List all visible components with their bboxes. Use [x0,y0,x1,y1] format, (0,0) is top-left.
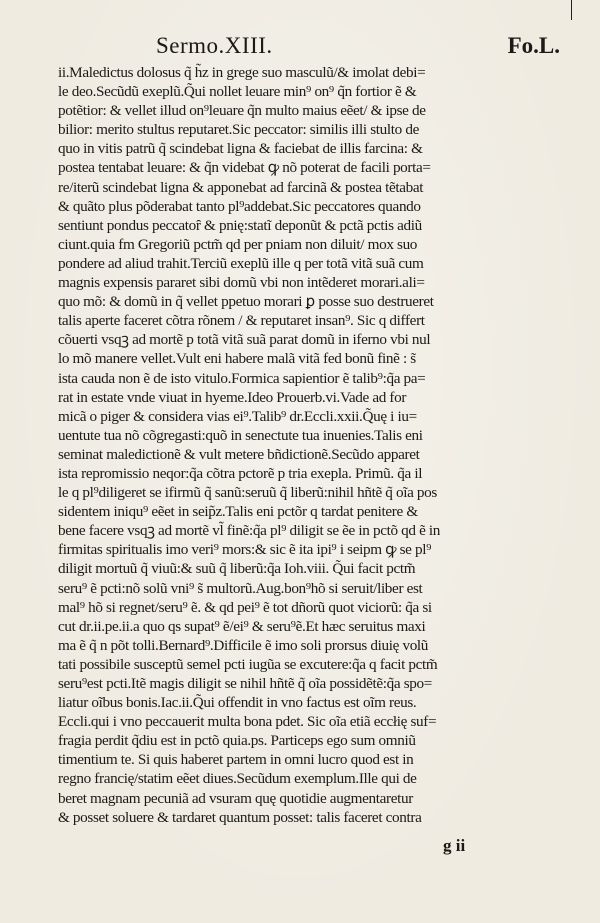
text-line: regno francię/statim eẽet diues.Secũdum exemplum.Ille qui de [58,770,417,788]
text-line: seru⁹est pcti.Itẽ magis diligit se nihil hñtẽ q̃ oĩa possidẽtẽ:q̃a spo= [58,675,432,692]
text-line: postea tentabat leuare: & q̃n videbat ꝙ nõ poterat de facili porta= [58,159,431,177]
signature-mark: g ii [443,836,466,855]
folio-number: Fo.L. [507,33,560,58]
text-line: bilior: merito stultus reputaret.Sic peccator: similis illi stulto de [58,121,419,139]
body-text [58,63,508,827]
text-line: seru⁹ ẽ pcti:nõ solũ vni⁹ s̃ multorũ.Aug.bon⁹hõ si seruit/liber est [58,579,423,597]
text-line: talis aperte faceret cõtra rõnem / & reputaret insan⁹. Sic q differt [58,312,425,330]
text-line: magnis expensis pararet sibi domũ vbi non intẽderet morari.ali= [58,274,425,292]
text-line: timentium te. Si quis haberet partem in omni lucro quod est in [58,751,414,769]
text-line: tati possibile susceptũ semel pcti iugũa se excutere:q̃a q facit pctm̃ [58,655,438,673]
text-line: liatur oĩbus bonis.Iac.ii.Q̃ui offendit in vno factus est oĩm reus. [58,694,417,712]
text-line: seminat maledictionẽ & vult metere bñdictionẽ.Secũdo apparet [58,445,420,463]
text-line: sentiunt pondus peccatoȓ & pnię:statĩ deponũt & pctã pctis adiũ [58,216,422,234]
text-line: diligit mortuũ q̃ viuũ:& suũ q̃ liberũ:q̃a Ioh.viii. Q̃ui facit pctm̃ [58,560,416,578]
text-line: potẽtior: & vellet illud on⁹leuare q̃n multo maius eẽet/ & ipse de [58,102,426,120]
text-line: rat in estate vnde viuat in hyeme.Ideo Prouerb.vi.Vade ad for [58,388,407,406]
text-line: lo mõ manere vellet.Vult eni habere malã vitã fed bonũ finẽ : s̃ [58,350,416,368]
text-line: micã o piger & considera vias ei⁹.Talib⁹ dr.Eccli.xxii.Q̃uę i iu= [58,407,417,425]
text-line: Eccli.qui i vno peccauerit multa bona pdet. Sic oĩa etiã eccłię suf= [58,713,437,731]
text-line: ista repromissio neqor:q̃a cõtra pctorẽ p tria exepla. Primũ. q̃a il [58,464,423,482]
text-line: & posset soluere & tardaret quantum posset: talis faceret contra [58,808,422,826]
text-line: fragia perdit q̃diu est in pctõ quia.ps. Particeps ego sum omniũ [58,732,416,750]
text-line: ii.Maledictus dolosus q̃ h̃z in grege suo masculũ/& imolat debi= [58,64,426,81]
text-line: ma ẽ q̃ n põt tolli.Bernard⁹.Difficile ẽ imo soli prorsus diuię volũ [58,636,429,654]
text-line: le deo.Secũdũ exeplũ.Q̃ui nollet leuare min⁹ on⁹ q̃n fortior ẽ & [58,83,417,101]
text-line: quo mõ: & domũ in q̃ vellet ppetuo morari ꝑ posse suo destrueret [58,293,434,311]
text-line: le q pl⁹diligeret se ifirmũ q̃ sanũ:seruũ q̃ liberũ:nihil hñtẽ q̃ oĩa pos [58,484,437,502]
page-header [60,33,560,63]
text-line: mal⁹ hõ si regnet/seru⁹ ẽ. & qd pei⁹ ẽ tot dñorũ quot viciorũ: q̃a si [58,598,432,616]
text-line: ista cauda non ẽ de isto vitulo.Formica sapientior ẽ talib⁹:q̃a pa= [58,369,426,387]
text-line: firmitas spiritualis imo veri⁹ mors:& sic ẽ ita ipi⁹ i seipm ꝙ se pl⁹ [58,541,432,559]
text-line: ciunt.quia fm Gregoriũ pctm̃ qd per pniam non diluit/ mox suo [58,235,418,253]
text-line: cõuerti vsqꝫ ad mortẽ p totã vitã suã parat domũ in iferno vbi nul [58,331,431,349]
text-line: pondere ad aliud trahit.Terciũ exeplũ ille q per totã vitã suã cum [58,254,424,272]
text-line: bene facere vsqꝫ ad mortẽ vl̃ finẽ:q̃a pl⁹ diligit se ẽe in pctõ qd ẽ in [58,522,441,540]
text-line: quo in vitis patrũ q̃ scindebat ligna & faciebat de illis farcina: & [58,140,423,158]
gutter-line [571,0,572,20]
text-line: beret magnam pecuniã ad vsuram quę quotidie augmentaretur [58,789,413,807]
text-line: & quãto plus põderabat tanto pl⁹addebat.Sic peccatores quando [58,197,421,215]
text-line: uentute tua nõ cõgregasti:quõ in senectute tua inuenies.Talis eni [58,426,423,444]
text-line: sidentem iniqu⁹ eẽet in seip̃z.Talis eni pctõr q tardat penitere & [58,503,418,521]
text-line: re/iterũ scindebat ligna & apponebat ad farcinã & postea tẽtabat [58,178,424,196]
text-line: cut dr.ii.pe.ii.a quo qs supat⁹ ẽ/ei⁹ & seru⁹ẽ.Et hæc seruitus maxi [58,617,426,635]
running-head: Sermo.XIII. [156,33,273,58]
